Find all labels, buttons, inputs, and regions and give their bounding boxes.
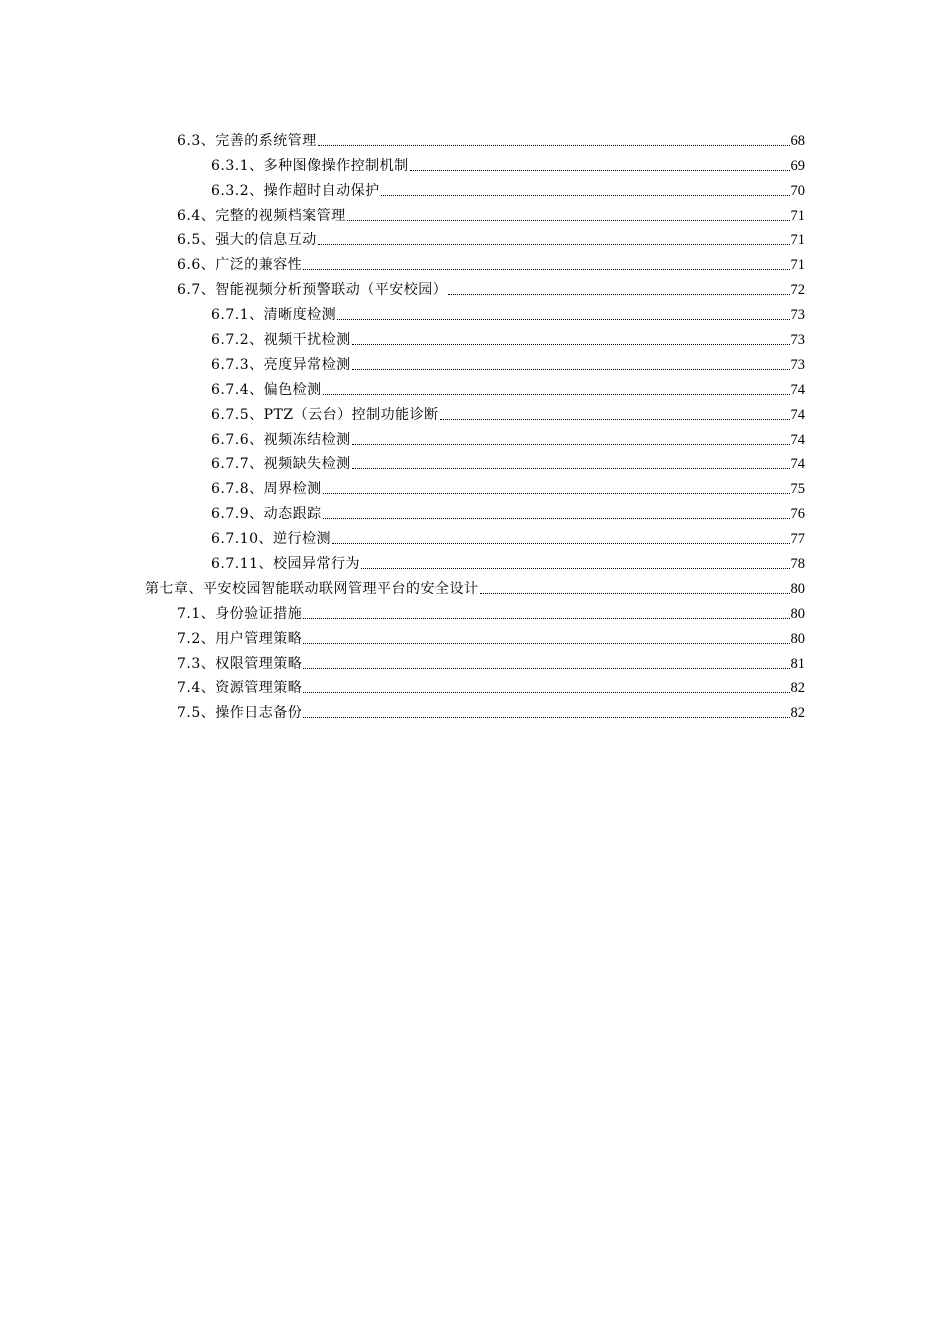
toc-entry-title: 6.7.6、视频冻结检测: [211, 431, 351, 448]
toc-entry-page: 80: [790, 605, 805, 622]
toc-entry-page: 75: [790, 481, 805, 498]
toc-entry-page: 76: [790, 506, 805, 523]
toc-entry-title: 6.7.5、PTZ（云台）控制功能诊断: [211, 406, 439, 423]
toc-entry-title: 6.7.11、校园异常行为: [211, 556, 361, 573]
toc-entry-page: 77: [790, 531, 805, 548]
toc-entry-title: 7.5、操作日志备份: [177, 705, 303, 722]
toc-entry-title: 7.3、权限管理策略: [177, 655, 303, 672]
toc-entry[interactable]: [0, 697, 950, 722]
toc-entry-title: 6.7、智能视频分析预警联动（平安校园）: [177, 282, 448, 299]
toc-entry[interactable]: [0, 299, 950, 324]
table-of-contents: [0, 125, 950, 722]
toc-entry-title: 6.7.4、偏色检测: [211, 381, 322, 398]
toc-dot-leader: [448, 294, 789, 295]
toc-dot-leader: [323, 394, 790, 395]
toc-entry[interactable]: [0, 523, 950, 548]
toc-entry[interactable]: [0, 175, 950, 200]
toc-entry-page: 74: [790, 431, 805, 448]
toc-entry-title: 6.7.10、逆行检测: [211, 531, 332, 548]
toc-entry-page: 73: [790, 332, 805, 349]
toc-entry[interactable]: [0, 673, 950, 698]
toc-entry-page: 80: [790, 580, 805, 597]
toc-entry[interactable]: [0, 598, 950, 623]
toc-entry[interactable]: [0, 374, 950, 399]
toc-dot-leader: [303, 643, 789, 644]
toc-entry[interactable]: [0, 150, 950, 175]
toc-entry[interactable]: [0, 200, 950, 225]
toc-dot-leader: [352, 369, 790, 370]
toc-dot-leader: [318, 145, 790, 146]
toc-entry-title: 6.5、强大的信息互动: [177, 232, 317, 249]
toc-entry-page: 71: [790, 207, 805, 224]
toc-entry[interactable]: [0, 125, 950, 150]
toc-entry-page: 70: [790, 182, 805, 199]
toc-dot-leader: [303, 269, 789, 270]
toc-entry-page: 74: [790, 456, 805, 473]
toc-entry-page: 69: [790, 157, 805, 174]
toc-dot-leader: [303, 668, 789, 669]
toc-entry-page: 82: [790, 705, 805, 722]
toc-entry-page: 74: [790, 406, 805, 423]
toc-entry[interactable]: [0, 274, 950, 299]
toc-dot-leader: [303, 717, 789, 718]
toc-entry-page: 80: [790, 630, 805, 647]
toc-dot-leader: [303, 618, 789, 619]
toc-entry-page: 71: [790, 232, 805, 249]
toc-entry[interactable]: [0, 225, 950, 250]
toc-entry-page: 73: [790, 356, 805, 373]
toc-entry-page: 81: [790, 655, 805, 672]
toc-entry-page: 72: [790, 282, 805, 299]
toc-entry-title: 第七章、平安校园智能联动联网管理平台的安全设计: [145, 580, 479, 597]
toc-entry-page: 82: [790, 680, 805, 697]
toc-entry-page: 78: [790, 556, 805, 573]
toc-entry-page: 73: [790, 307, 805, 324]
toc-entry[interactable]: [0, 548, 950, 573]
toc-dot-leader: [337, 319, 789, 320]
toc-entry-title: 6.3、完善的系统管理: [177, 132, 317, 149]
toc-entry-title: 6.7.7、视频缺失检测: [211, 456, 351, 473]
toc-dot-leader: [480, 593, 790, 594]
toc-dot-leader: [410, 170, 790, 171]
toc-entry[interactable]: [0, 424, 950, 449]
toc-entry[interactable]: [0, 349, 950, 374]
toc-entry[interactable]: [0, 623, 950, 648]
toc-entry-title: 6.3.2、操作超时自动保护: [211, 182, 380, 199]
toc-entry[interactable]: [0, 473, 950, 498]
toc-dot-leader: [303, 692, 789, 693]
toc-entry[interactable]: [0, 573, 950, 598]
toc-entry-title: 6.7.2、视频干扰检测: [211, 332, 351, 349]
toc-dot-leader: [318, 244, 790, 245]
toc-entry-page: 74: [790, 381, 805, 398]
toc-entry-title: 7.4、资源管理策略: [177, 680, 303, 697]
toc-dot-leader: [352, 468, 790, 469]
toc-dot-leader: [332, 543, 789, 544]
toc-entry-title: 6.7.1、清晰度检测: [211, 307, 337, 324]
toc-entry-title: 6.4、完整的视频档案管理: [177, 207, 346, 224]
toc-entry[interactable]: [0, 449, 950, 474]
toc-entry[interactable]: [0, 249, 950, 274]
toc-entry-title: 7.2、用户管理策略: [177, 630, 303, 647]
toc-entry-title: 7.1、身份验证措施: [177, 605, 303, 622]
toc-entry[interactable]: [0, 324, 950, 349]
toc-entry-page: 68: [790, 132, 805, 149]
toc-entry[interactable]: [0, 399, 950, 424]
toc-dot-leader: [323, 493, 790, 494]
toc-dot-leader: [361, 568, 789, 569]
toc-dot-leader: [352, 444, 790, 445]
toc-dot-leader: [440, 419, 790, 420]
toc-entry-title: 6.7.8、周界检测: [211, 481, 322, 498]
toc-entry[interactable]: [0, 498, 950, 523]
toc-entry-title: 6.7.9、动态跟踪: [211, 506, 322, 523]
toc-entry[interactable]: [0, 648, 950, 673]
toc-entry-title: 6.6、广泛的兼容性: [177, 257, 303, 274]
toc-entry-page: 71: [790, 257, 805, 274]
toc-dot-leader: [323, 518, 790, 519]
toc-dot-leader: [381, 195, 790, 196]
toc-dot-leader: [347, 220, 790, 221]
toc-entry-title: 6.3.1、多种图像操作控制机制: [211, 157, 409, 174]
toc-entry-title: 6.7.3、亮度异常检测: [211, 356, 351, 373]
toc-dot-leader: [352, 344, 790, 345]
